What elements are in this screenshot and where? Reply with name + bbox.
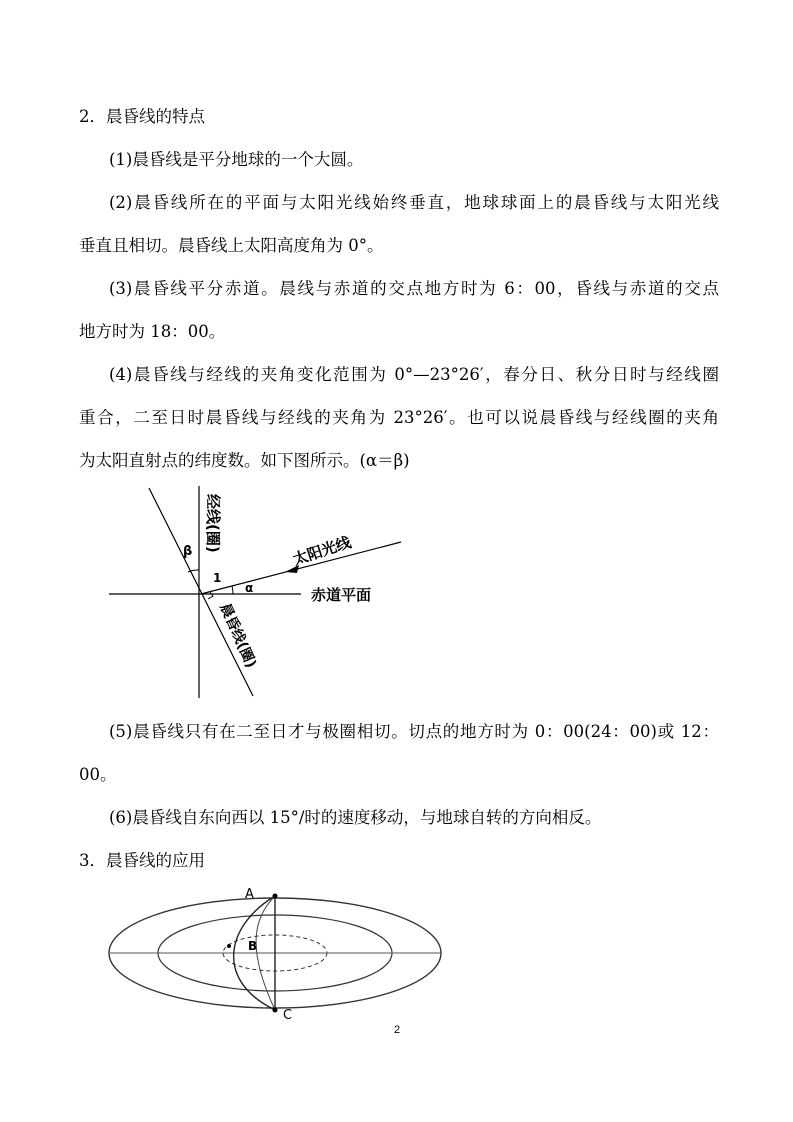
point-a-label: A (245, 887, 254, 902)
meridian-label: 经线(圈) (204, 494, 222, 553)
paragraph-2-line-2: 垂直且相切。晨昏线上太阳高度角为 0°。 (79, 236, 384, 255)
alpha-label: α (245, 581, 254, 595)
equator-label: 赤道平面 (311, 586, 372, 604)
paragraph-3-line-2: 地方时为 18：00。 (79, 322, 226, 341)
paragraph-5-line-1: (5)晨昏线只有在二至日才与极圈相切。切点的地方时为 0：00(24：00)或 12： (109, 722, 719, 741)
paragraph-4-line-2: 重合，二至日时晨昏线与经线的夹角为 23°26′。也可以说晨昏线与经线圈的夹角 (79, 408, 719, 427)
alpha-arc (232, 586, 233, 594)
page-number: 2 (393, 1024, 401, 1036)
paragraph-5-line-2: 00。 (79, 765, 117, 784)
paragraph-2-line-1: (2)晨昏线所在的平面与太阳光线始终垂直，地球球面上的晨昏线与太阳光线 (109, 193, 719, 212)
right-angle-mark (208, 592, 213, 599)
paragraph-6: (6)晨昏线自东向西以 15°/时的速度移动，与地球自转的方向相反。 (109, 808, 602, 827)
paragraph-3-line-1: (3)晨昏线平分赤道。晨线与赤道的交点地方时为 6：00，昏线与赤道的交点 (109, 279, 719, 298)
section-heading-3: 3．晨昏线的应用 (79, 851, 205, 870)
paragraph-4-line-3: 为太阳直射点的纬度数。如下图所示。(α＝β) (79, 451, 410, 470)
terminator-label: 晨昏线(圈) (216, 601, 259, 671)
point-b-dot (227, 944, 231, 948)
point-a-dot (273, 894, 278, 899)
paragraph-4-line-1: (4)晨昏线与经线的夹角变化范围为 0°—23°26′，春分日、秋分日时与经线圈 (109, 365, 719, 384)
point-b-label: B (248, 939, 258, 953)
paragraph-1: (1)晨昏线是平分地球的一个大圆。 (109, 150, 364, 169)
terminator-application-diagram (105, 886, 450, 1021)
sunlight-label: 太阳光线 (290, 533, 354, 569)
point-c-dot (273, 1008, 278, 1013)
section-heading-2: 2．晨昏线的特点 (79, 107, 205, 126)
terminator-angle-diagram (105, 482, 415, 700)
angle-one-label: 1 (213, 571, 222, 585)
point-c-label: C (283, 1008, 293, 1021)
terminator-line (149, 488, 253, 696)
beta-label: β (183, 544, 193, 559)
